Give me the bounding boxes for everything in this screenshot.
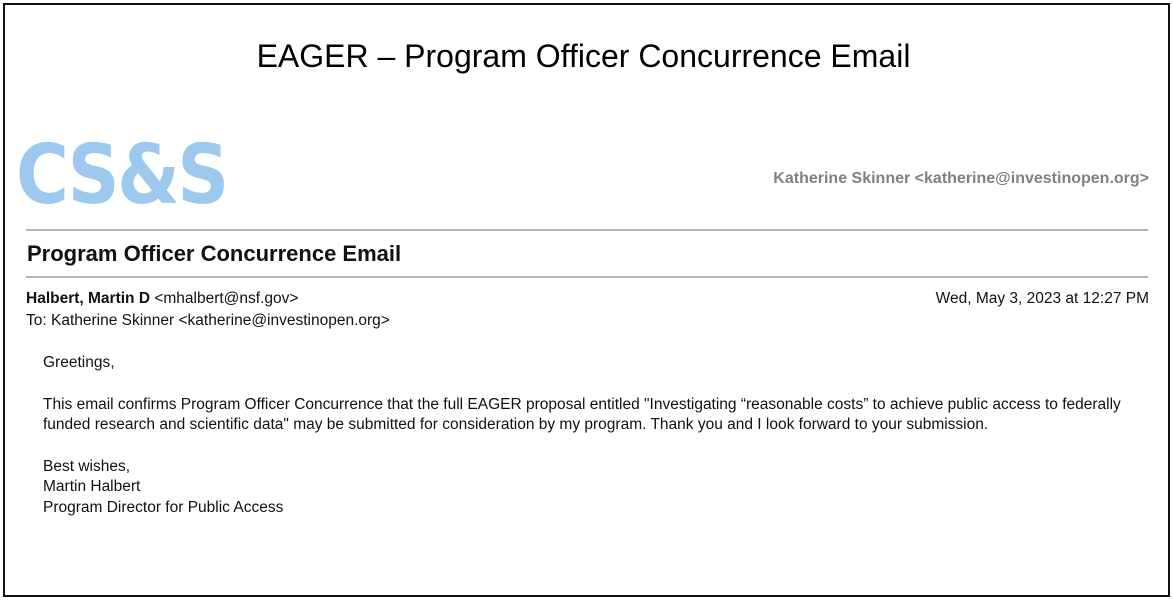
divider-top xyxy=(26,229,1148,231)
css-logo: CS&S xyxy=(16,128,227,223)
email-main-paragraph: This email confirms Program Officer Concurrence that the full EAGER proposal entitled "Investigating “reasonable costs” to achieve public access to federally funded research and scientific data" may be submitted for consideration by my program. Thank you and I look forward to your submission. xyxy=(43,395,1121,433)
divider-bottom xyxy=(26,276,1148,278)
account-header: Katherine Skinner <katherine@investinopen.org> xyxy=(773,170,1149,187)
to-line: To: Katherine Skinner <katherine@investinopen.org> xyxy=(26,312,390,329)
email-date: Wed, May 3, 2023 at 12:27 PM xyxy=(935,290,1149,307)
slide-title: EAGER – Program Officer Concurrence Email xyxy=(256,38,911,74)
from-address: <mhalbert@nsf.gov> xyxy=(150,290,299,307)
signature-name: Martin Halbert xyxy=(43,478,141,495)
from-line xyxy=(26,290,298,308)
signature-closing: Best wishes, xyxy=(43,457,131,475)
signature-title: Program Director for Public Access xyxy=(43,498,284,516)
email-greeting: Greetings, xyxy=(43,354,115,371)
email-body xyxy=(43,353,1138,518)
from-name: Halbert, Martin D xyxy=(26,290,151,307)
email-subject: Program Officer Concurrence Email xyxy=(27,241,402,266)
